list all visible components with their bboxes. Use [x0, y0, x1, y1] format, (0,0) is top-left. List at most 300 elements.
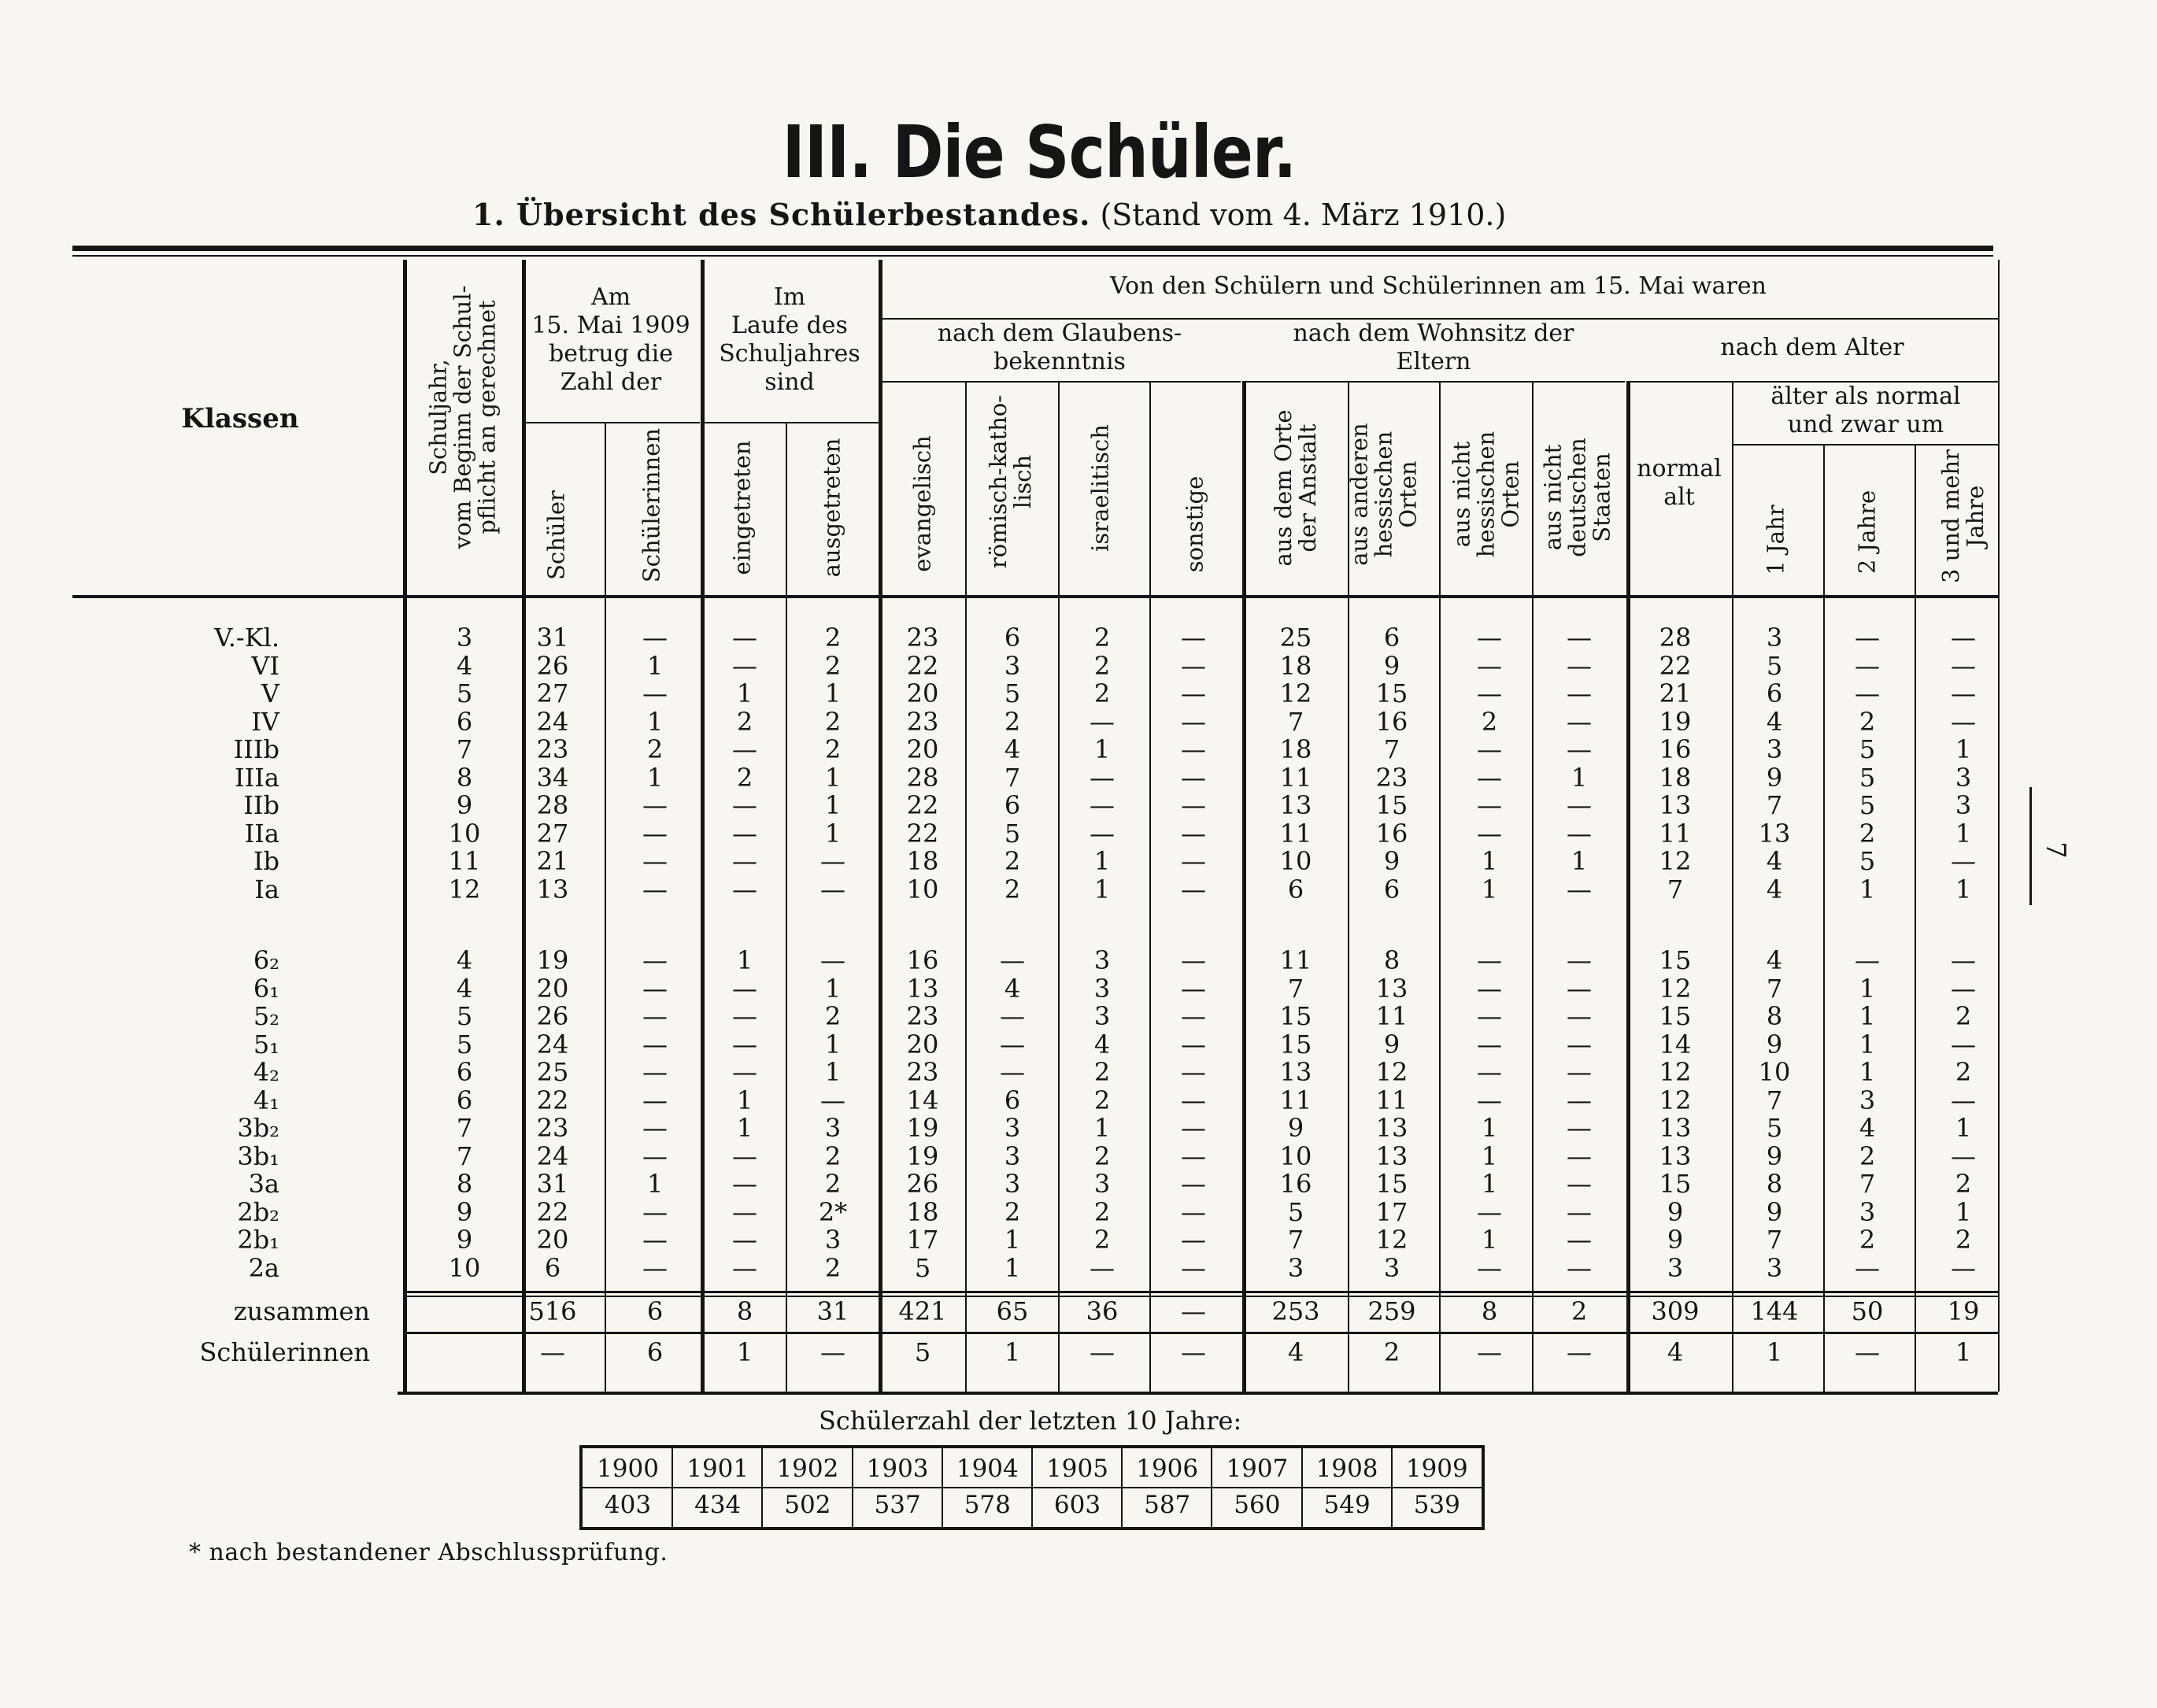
table-row-cell: 2 [1093, 650, 1111, 681]
table-row-cell: — [1567, 790, 1592, 820]
table-row-cell: — [732, 623, 757, 653]
girls-row-cell: 1 [1004, 1337, 1021, 1367]
table-row-cell: 11 [1659, 818, 1692, 848]
table-row-cell: 26 [536, 650, 569, 681]
history-count: 539 [1413, 1491, 1460, 1519]
table-row-cell: 7 [1859, 1169, 1876, 1199]
history-year: 1905 [1046, 1455, 1108, 1483]
header-1-jahr: 1 Jahr [1762, 505, 1789, 575]
history-col-rule [1031, 1448, 1033, 1527]
table-row-cell: — [1567, 1001, 1592, 1031]
table-bottom-rule [398, 1392, 1998, 1395]
table-row-cell: 1 [1481, 1225, 1498, 1255]
table-row-cell: 7 [456, 1113, 473, 1143]
table-row-label: 5₂ [253, 1001, 279, 1031]
table-row-cell: 13 [536, 874, 569, 904]
table-row-cell: 22 [1659, 650, 1692, 681]
table-row-cell: 2 [646, 734, 664, 764]
history-count: 560 [1234, 1491, 1281, 1519]
table-row-cell: 7 [1004, 762, 1021, 793]
table-row-cell: 4 [456, 945, 473, 975]
am-mai-line4: Zahl der [560, 368, 662, 396]
table-row-cell: 12 [1375, 1225, 1408, 1255]
table-row-cell: 3 [1859, 1085, 1876, 1115]
table-row-cell: — [642, 1252, 668, 1283]
table-row-cell: 23 [536, 1113, 569, 1143]
table-row-cell: — [1567, 678, 1592, 708]
table-row-cell: — [732, 846, 757, 876]
table-row-cell: 21 [536, 846, 569, 876]
im-laufe-line4: sind [764, 368, 815, 396]
history-count: 403 [604, 1491, 652, 1519]
table-row-cell: 22 [536, 1085, 569, 1115]
table-row-cell: 9 [1766, 1196, 1783, 1227]
table-row-cell: 16 [1279, 1169, 1312, 1199]
andere-hess-line1: aus anderen [1345, 423, 1373, 566]
table-row-cell: 23 [1375, 762, 1408, 793]
table-row-cell: 19 [536, 945, 569, 975]
table-row-cell: 2 [1004, 706, 1021, 737]
table-row-cell: 3 [1093, 945, 1111, 975]
normal-line1: normal [1637, 455, 1722, 482]
table-row-cell: 31 [536, 623, 569, 653]
table-row-cell: 1 [824, 818, 842, 848]
table-row-cell: 9 [1667, 1196, 1684, 1227]
andere-hess-line3: Orten [1394, 460, 1422, 528]
table-row-cell: — [1477, 1252, 1502, 1283]
table-row-cell: 13 [906, 973, 939, 1004]
table-row-cell: 1 [646, 706, 664, 737]
girls-row-cell: 2 [1383, 1337, 1400, 1367]
table-row-cell: 15 [1659, 945, 1692, 975]
table-row-cell: 22 [906, 790, 939, 820]
header-schuelerinnen: Schülerinnen [638, 427, 665, 583]
table-row-cell: 6 [1766, 678, 1783, 708]
wohnsitz-line1: nach dem Wohnsitz der [1293, 320, 1574, 347]
table-row-cell: 3 [1093, 1001, 1111, 1031]
history-year: 1906 [1136, 1455, 1199, 1483]
table-row-cell: 12 [1375, 1057, 1408, 1087]
header-eingetreten: eingetreten [728, 440, 756, 575]
table-row-cell: — [1090, 790, 1115, 820]
table-row-cell: — [1477, 790, 1502, 820]
history-year: 1900 [597, 1455, 659, 1483]
history-count: 434 [694, 1491, 742, 1519]
table-row-cell: 4 [1766, 945, 1783, 975]
table-row-label: IIa [244, 818, 279, 848]
table-row-cell: 1 [1859, 1001, 1876, 1031]
table-row-cell: — [732, 650, 757, 681]
table-row-cell: 7 [1287, 1225, 1304, 1255]
table-row-cell: — [1567, 818, 1592, 848]
history-col-rule [1301, 1448, 1303, 1527]
table-row-cell: — [1567, 706, 1592, 737]
header-evangelisch: evangelisch [908, 435, 936, 572]
table-row-cell: 28 [1659, 623, 1692, 653]
column-rule [1823, 444, 1825, 1392]
glaubens-line1: nach dem Glaubens- [937, 320, 1182, 347]
table-row-cell: 11 [1279, 762, 1312, 793]
girls-row-cell: — [1567, 1337, 1592, 1367]
table-row-cell: 16 [1659, 734, 1692, 764]
table-row-label: V.-Kl. [214, 623, 279, 653]
table-row-cell: 1 [736, 678, 753, 708]
column-rule [403, 260, 407, 1392]
table-row-cell: 13 [1375, 973, 1408, 1004]
column-rule [1242, 381, 1246, 1392]
table-row-cell: 10 [1279, 1141, 1312, 1171]
katholisch-line2: lisch [1009, 454, 1036, 509]
table-row-cell: — [732, 1141, 757, 1171]
table-row-cell: 19 [906, 1113, 939, 1143]
table-row-cell: 8 [1766, 1001, 1783, 1031]
table-row-cell: 15 [1279, 1001, 1312, 1031]
table-row-cell: 2 [1093, 1057, 1111, 1087]
column-rule [1732, 381, 1733, 1392]
table-row-cell: — [1567, 734, 1592, 764]
table-row-cell: 7 [1667, 874, 1684, 904]
table-row-cell: 6 [1004, 790, 1021, 820]
table-row-label: 6₁ [253, 973, 279, 1004]
totals-row-cell: 36 [1086, 1296, 1119, 1326]
table-row-label: V [261, 678, 279, 708]
table-row-cell: 1 [1859, 973, 1876, 1004]
table-row-cell: 1 [1004, 1252, 1021, 1283]
table-row-cell: — [1951, 678, 1976, 708]
table-row-cell: 2 [1004, 874, 1021, 904]
column-rule [1439, 381, 1441, 1392]
table-row-cell: 2* [818, 1196, 848, 1227]
table-row-cell: — [1855, 1252, 1880, 1283]
table-row-cell: — [732, 1001, 757, 1031]
table-row-cell: 3 [1004, 1113, 1021, 1143]
history-col-rule [672, 1448, 673, 1527]
table-row-cell: 1 [646, 1169, 664, 1199]
table-row-cell: 6 [1004, 623, 1021, 653]
schuljahr-line3: pflicht an gerechnet [473, 300, 501, 534]
column-rule [605, 422, 606, 1392]
column-rule [879, 260, 882, 1392]
table-row-cell: 1 [1093, 1113, 1111, 1143]
table-row-cell: — [732, 973, 757, 1004]
table-row-label: VI [251, 650, 279, 681]
history-count: 502 [784, 1491, 831, 1519]
glaubens-split [879, 381, 1241, 383]
table-row-cell: 5 [1859, 734, 1876, 764]
table-row-cell: 13 [1659, 1141, 1692, 1171]
table-row-cell: 27 [536, 818, 569, 848]
table-row-cell: — [1567, 1169, 1592, 1199]
table-row-cell: 5 [456, 1001, 473, 1031]
table-row-cell: 13 [1375, 1141, 1408, 1171]
history-col-rule [1391, 1448, 1393, 1527]
table-row-cell: — [1000, 1001, 1025, 1031]
table-row-cell: — [1951, 650, 1976, 681]
table-row-cell: 16 [1375, 818, 1408, 848]
table-row-cell: — [642, 973, 668, 1004]
table-row-cell: — [1181, 818, 1206, 848]
table-row-cell: — [1181, 1057, 1206, 1087]
history-caption: Schülerzahl der letzten 10 Jahre: [819, 1406, 1242, 1436]
table-row-cell: 2 [824, 1141, 842, 1171]
column-rule [1915, 444, 1916, 1392]
table-row-cell: 7 [456, 734, 473, 764]
orte-anstalt-line2: der Anstalt [1294, 423, 1321, 553]
table-row-cell: 1 [824, 762, 842, 793]
table-row-cell: 12 [448, 874, 481, 904]
table-row-label: IV [251, 706, 279, 737]
table-row-cell: 1 [1571, 846, 1588, 876]
table-row-cell: 15 [1375, 678, 1408, 708]
table-row-cell: — [1181, 1113, 1206, 1143]
table-row-cell: — [1951, 1141, 1976, 1171]
table-row-cell: 1 [1955, 734, 1972, 764]
table-row-cell: — [1090, 762, 1115, 793]
table-row-cell: — [1000, 945, 1025, 975]
table-row-cell: 15 [1659, 1001, 1692, 1031]
table-row-cell: 1 [1481, 1141, 1498, 1171]
table-row-cell: — [732, 790, 757, 820]
table-row-cell: 3 [1004, 650, 1021, 681]
table-row-cell: 8 [1383, 945, 1400, 975]
table-row-cell: 9 [456, 790, 473, 820]
table-row-cell: 3 [1859, 1196, 1876, 1227]
girls-row-cell: — [1855, 1337, 1880, 1367]
table-row-cell: 5 [1859, 846, 1876, 876]
table-row-cell: 24 [536, 1141, 569, 1171]
table-row-cell: 1 [824, 1029, 842, 1059]
header-aelter [1733, 383, 1998, 439]
header-nicht-hess [1450, 431, 1523, 558]
subtitle-date: (Stand vom 4. März 1910.) [1100, 198, 1507, 232]
table-row-cell: 23 [906, 1001, 939, 1031]
table-row-cell: — [1477, 734, 1502, 764]
totals-rule-top [403, 1291, 1998, 1293]
schuljahr-line1: Schuljahr, [424, 359, 452, 475]
table-row-cell: 1 [646, 650, 664, 681]
table-row-cell: 19 [906, 1141, 939, 1171]
table-row-cell: 12 [1659, 973, 1692, 1004]
header-schuljahr [424, 285, 501, 549]
table-row-cell: — [1181, 1001, 1206, 1031]
table-row-cell: 18 [906, 1196, 939, 1227]
totals-row-cell: 8 [1481, 1296, 1498, 1326]
am-mai-line2: 15. Mai 1909 [531, 312, 690, 339]
history-year: 1907 [1226, 1455, 1289, 1483]
table-row-cell: 7 [1766, 1085, 1783, 1115]
nicht-dt-line2: deutschen [1563, 438, 1591, 557]
table-row-cell: 2 [1093, 1225, 1111, 1255]
table-row-cell: 9 [1383, 650, 1400, 681]
table-row-cell: 3 [1004, 1169, 1021, 1199]
table-row-cell: — [1567, 1196, 1592, 1227]
table-row-cell: 10 [448, 818, 481, 848]
table-row-cell: — [1567, 1085, 1592, 1115]
table-row-label: 2b₁ [237, 1225, 279, 1255]
normal-line2: alt [1663, 483, 1695, 511]
table-row-cell: 7 [456, 1141, 473, 1171]
header-alter: nach dem Alter [1720, 334, 1904, 361]
table-row-cell: 23 [536, 734, 569, 764]
table-row-cell: 12 [1279, 678, 1312, 708]
table-row-cell: 3 [1383, 1252, 1400, 1283]
table-row-cell: 3 [1287, 1252, 1304, 1283]
subtitle-main: 1. Übersicht des Schülerbestandes. [472, 197, 1091, 232]
table-row-cell: 4 [1004, 734, 1021, 764]
table-row-cell: 2 [1955, 1169, 1972, 1199]
table-row-cell: — [1567, 1113, 1592, 1143]
table-row-cell: 4 [1859, 1113, 1876, 1143]
table-row-cell: 2 [824, 650, 842, 681]
table-row-cell: 8 [456, 1169, 473, 1199]
table-row-cell: — [1477, 973, 1502, 1004]
table-row-cell: 8 [456, 762, 473, 793]
table-row-cell: — [642, 790, 668, 820]
table-row-cell: — [1567, 945, 1592, 975]
table-row-cell: 9 [1766, 1141, 1783, 1171]
table-row-cell: 2 [736, 762, 753, 793]
table-row-cell: 15 [1375, 790, 1408, 820]
column-rule [965, 381, 967, 1392]
table-row-cell: 15 [1279, 1029, 1312, 1059]
page-subtitle [472, 197, 1732, 232]
table-row-cell: — [642, 846, 668, 876]
table-row-cell: 6 [1287, 874, 1304, 904]
table-row-cell: 15 [1375, 1169, 1408, 1199]
table-row-cell: 1 [1955, 818, 1972, 848]
history-year: 1909 [1405, 1455, 1468, 1483]
table-row-cell: — [820, 846, 845, 876]
table-row-cell: 13 [1279, 1057, 1312, 1087]
table-row-cell: 13 [1758, 818, 1791, 848]
table-row-cell: — [1181, 1085, 1206, 1115]
table-row-cell: 1 [1859, 1057, 1876, 1087]
table-row-cell: 2 [1955, 1001, 1972, 1031]
table-row-cell: — [1951, 945, 1976, 975]
table-row-cell: 2 [1481, 706, 1498, 737]
table-row-cell: 20 [906, 678, 939, 708]
table-row-label: IIIa [235, 762, 279, 793]
table-row-cell: — [1477, 623, 1502, 653]
table-row-cell: 6 [456, 706, 473, 737]
table-row-cell: 19 [1659, 706, 1692, 737]
nicht-dt-line1: aus nicht [1539, 444, 1567, 551]
table-row-cell: 11 [1279, 945, 1312, 975]
column-rule [786, 422, 787, 1392]
totals-row-cell: 421 [898, 1296, 947, 1326]
table-row-cell: 13 [1659, 1113, 1692, 1143]
table-row-cell: 5 [914, 1252, 931, 1283]
table-row-cell: 1 [1481, 1169, 1498, 1199]
column-rule [522, 260, 526, 1392]
table-row-cell: 9 [1383, 1029, 1400, 1059]
table-row-cell: 6 [456, 1085, 473, 1115]
table-row-cell: 1 [736, 1085, 753, 1115]
table-row-cell: — [1181, 762, 1206, 793]
table-row-cell: 5 [1859, 790, 1876, 820]
table-row-cell: — [1181, 945, 1206, 975]
totals-row-cell: 309 [1651, 1296, 1700, 1326]
totals-row-cell: 516 [528, 1296, 577, 1326]
totals-row-cell: 144 [1750, 1296, 1799, 1326]
nicht-hess-line2: hessischen [1472, 431, 1500, 558]
table-row-cell: 2 [1004, 846, 1021, 876]
totals-row-cell: 259 [1367, 1296, 1416, 1326]
table-row-cell: 26 [906, 1169, 939, 1199]
table-row-cell: 9 [1667, 1225, 1684, 1255]
totals-row-cell: 65 [996, 1296, 1029, 1326]
table-row-cell: — [1567, 1225, 1592, 1255]
table-row-cell: 1 [1859, 1029, 1876, 1059]
table-row-cell: 3 [1004, 1141, 1021, 1171]
header-von-den: Von den Schülern und Schülerinnen am 15. Mai waren [1110, 272, 1767, 300]
totals-row-cell: 31 [816, 1296, 849, 1326]
table-row-label: 4₂ [253, 1057, 279, 1087]
table-row-cell: 2 [1859, 1225, 1876, 1255]
table-row-cell: 24 [536, 1029, 569, 1059]
table-row-cell: 2 [1093, 678, 1111, 708]
table-row-cell: — [820, 874, 845, 904]
table-row-cell: — [1855, 650, 1880, 681]
table-row-cell: 10 [448, 1252, 481, 1283]
table-row-cell: 10 [906, 874, 939, 904]
table-row-cell: 2 [736, 706, 753, 737]
column-rule [1998, 260, 2000, 1392]
table-row-cell: 7 [1287, 706, 1304, 737]
table-row-cell: — [732, 1225, 757, 1255]
table-row-cell: 28 [906, 762, 939, 793]
table-row-cell: 9 [1766, 1029, 1783, 1059]
table-row-cell: 17 [1375, 1196, 1408, 1227]
table-row-cell: — [1181, 1252, 1206, 1283]
table-row-cell: 23 [906, 623, 939, 653]
history-year: 1904 [956, 1455, 1019, 1483]
table-row-cell: 5 [1859, 762, 1876, 793]
table-row-cell: 6 [1383, 623, 1400, 653]
table-row-cell: 34 [536, 762, 569, 793]
table-row-cell: — [1951, 1029, 1976, 1059]
table-row-cell: 13 [1375, 1113, 1408, 1143]
table-row-cell: 1 [1859, 874, 1876, 904]
table-row-cell: 2 [1004, 1196, 1021, 1227]
table-row-cell: 6 [1383, 874, 1400, 904]
table-row-cell: 1 [1093, 734, 1111, 764]
column-rule [1532, 381, 1534, 1392]
table-row-cell: — [1951, 846, 1976, 876]
table-row-cell: — [1181, 1225, 1206, 1255]
girls-row-cell: 1 [1955, 1337, 1972, 1367]
aelter-line1: älter als normal [1770, 383, 1961, 410]
totals-row-cell: 2 [1571, 1296, 1588, 1326]
header-im-laufe [701, 283, 879, 397]
table-row-cell: 2 [824, 1169, 842, 1199]
totals-row-cell: 8 [736, 1296, 753, 1326]
table-row-cell: 16 [906, 945, 939, 975]
table-row-cell: — [642, 1057, 668, 1087]
schuljahr-line2: vom Beginn der Schul- [449, 285, 476, 549]
table-row-cell: 2 [1955, 1057, 1972, 1087]
table-row-cell: 5 [456, 678, 473, 708]
totals-row-cell: 6 [646, 1296, 664, 1326]
table-row-cell: — [1567, 1029, 1592, 1059]
table-row-cell: 5 [456, 1029, 473, 1059]
table-row-cell: 10 [1279, 846, 1312, 876]
table-row-cell: — [1951, 623, 1976, 653]
table-row-cell: 1 [824, 678, 842, 708]
table-row-cell: — [642, 945, 668, 975]
table-row-cell: — [1000, 1057, 1025, 1087]
girls-rule [403, 1332, 1998, 1334]
